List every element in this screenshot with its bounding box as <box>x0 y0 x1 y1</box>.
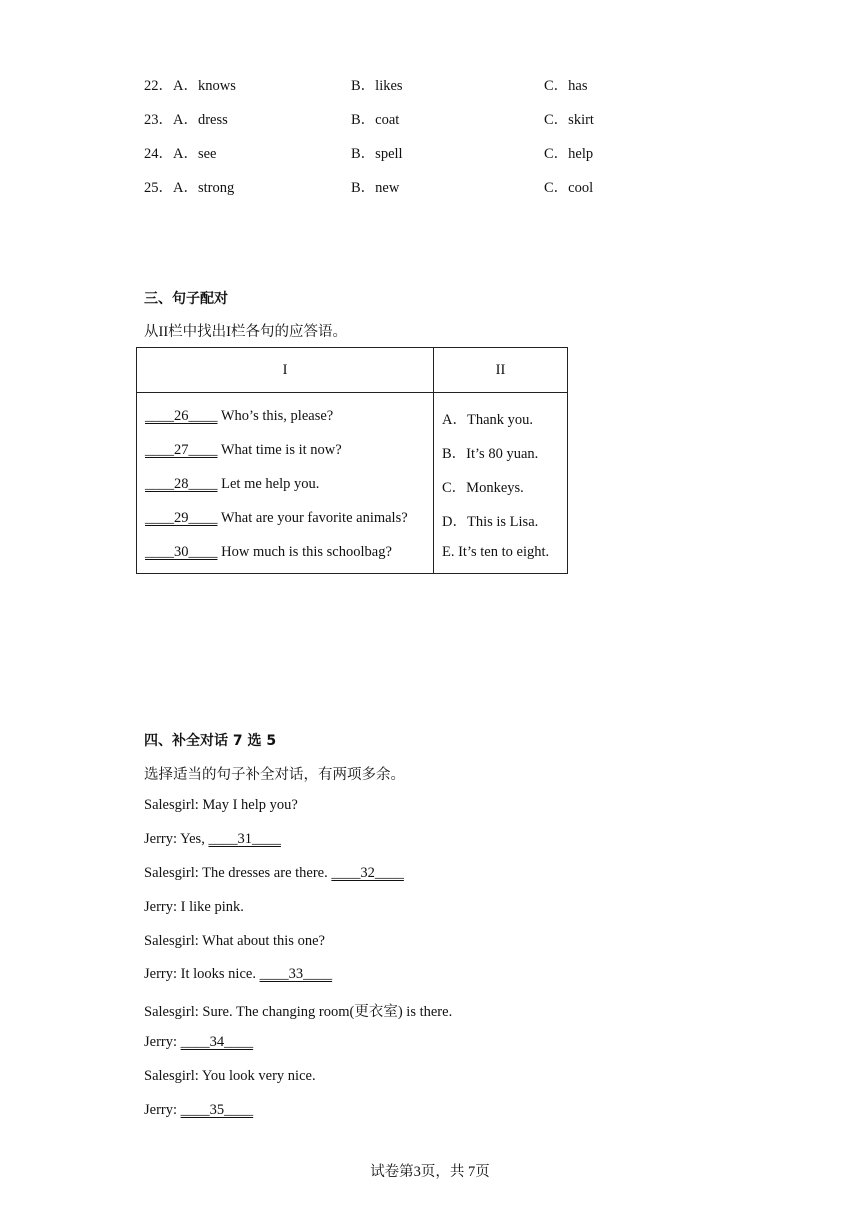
dialogue-line <box>144 933 325 950</box>
question-30 <box>145 544 392 561</box>
question-27 <box>145 442 342 459</box>
answer-blank: ____30____ <box>145 544 218 560</box>
option-b: B．new <box>351 180 400 196</box>
dialogue-text: Salesgirl: You look very nice. <box>144 1068 316 1084</box>
answer-blank: ____31____ <box>208 831 281 847</box>
dialogue-line <box>144 831 281 848</box>
question-26 <box>145 408 333 425</box>
dialogue-text: Jerry: I like pink. <box>144 899 244 915</box>
answer-blank: ____27____ <box>145 442 218 458</box>
option-c: C．cool <box>544 180 594 196</box>
section-4-instruction: 选择适当的句子补全对话，有两项多余。 <box>144 767 405 783</box>
response-d: D．This is Lisa. <box>442 514 539 530</box>
matching-table <box>136 347 568 574</box>
dialogue-text: Salesgirl: The dresses are there. <box>144 865 332 881</box>
dialogue-line <box>144 1034 253 1051</box>
answer-blank: ____33____ <box>259 966 333 982</box>
answer-blank: ____26____ <box>145 408 218 424</box>
question-text: Let me help you. <box>217 476 320 492</box>
option-a: 23．A．dress <box>144 112 228 128</box>
question-25-options <box>144 176 704 196</box>
dialogue-text: Salesgirl: Sure. The changing room(更衣室) is there. <box>144 1004 453 1020</box>
option-c: C．help <box>544 146 594 162</box>
dialogue-line <box>144 797 298 814</box>
option-b: B．coat <box>351 112 400 128</box>
option-a: 25．A．strong <box>144 180 235 196</box>
section-4-title: 四、补全对话 7 选 5 <box>144 733 277 749</box>
column-ii-cell <box>434 393 568 574</box>
response-a: A．Thank you. <box>442 412 534 428</box>
question-text: What are your favorite animals? <box>217 510 408 526</box>
dialogue-line <box>144 899 244 916</box>
answer-blank: ____29____ <box>145 510 218 526</box>
section-3-instruction: 从II栏中找出I栏各句的应答语。 <box>144 324 347 340</box>
question-text: How much is this schoolbag? <box>217 544 392 560</box>
question-text: What time is it now? <box>217 442 342 458</box>
column-ii-header: II <box>434 348 568 393</box>
question-28 <box>145 476 319 493</box>
question-23-options <box>144 108 704 128</box>
question-29 <box>145 510 408 527</box>
response-c: C．Monkeys. <box>442 480 524 496</box>
question-24-options <box>144 142 704 162</box>
dialogue-text: Jerry: <box>144 1034 181 1050</box>
dialogue-line <box>144 1102 253 1119</box>
column-i-header: I <box>137 348 434 393</box>
option-c: C．skirt <box>544 112 594 128</box>
question-22-options <box>144 74 704 94</box>
dialogue-line <box>144 865 404 882</box>
dialogue-text: Salesgirl: What about this one? <box>144 933 325 949</box>
option-c: C．has <box>544 78 588 94</box>
option-b: B．likes <box>351 78 403 94</box>
question-text: Who’s this, please? <box>217 408 334 424</box>
option-b: B．spell <box>351 146 403 162</box>
answer-blank: ____28____ <box>145 476 218 492</box>
dialogue-text: Salesgirl: May I help you? <box>144 797 298 813</box>
section-3-title: 三、句子配对 <box>144 291 228 307</box>
response-e: E. It’s ten to eight. <box>442 544 550 560</box>
option-a: 22．A．knows <box>144 78 236 94</box>
dialogue-text: Jerry: It looks nice. <box>144 966 260 982</box>
dialogue-line <box>144 1068 316 1085</box>
response-b: B．It’s 80 yuan. <box>442 446 539 462</box>
page-footer: 试卷第3页，共 7页 <box>370 1164 490 1180</box>
answer-blank: ____32____ <box>331 865 404 881</box>
answer-blank: ____35____ <box>180 1102 254 1118</box>
dialogue-text: Jerry: Yes, <box>144 831 209 847</box>
dialogue-line <box>144 966 332 983</box>
column-i-cell <box>137 393 434 574</box>
dialogue-line <box>144 1000 452 1021</box>
option-a: 24．A．see <box>144 146 217 162</box>
dialogue-text: Jerry: <box>144 1102 181 1118</box>
answer-blank: ____34____ <box>180 1034 254 1050</box>
